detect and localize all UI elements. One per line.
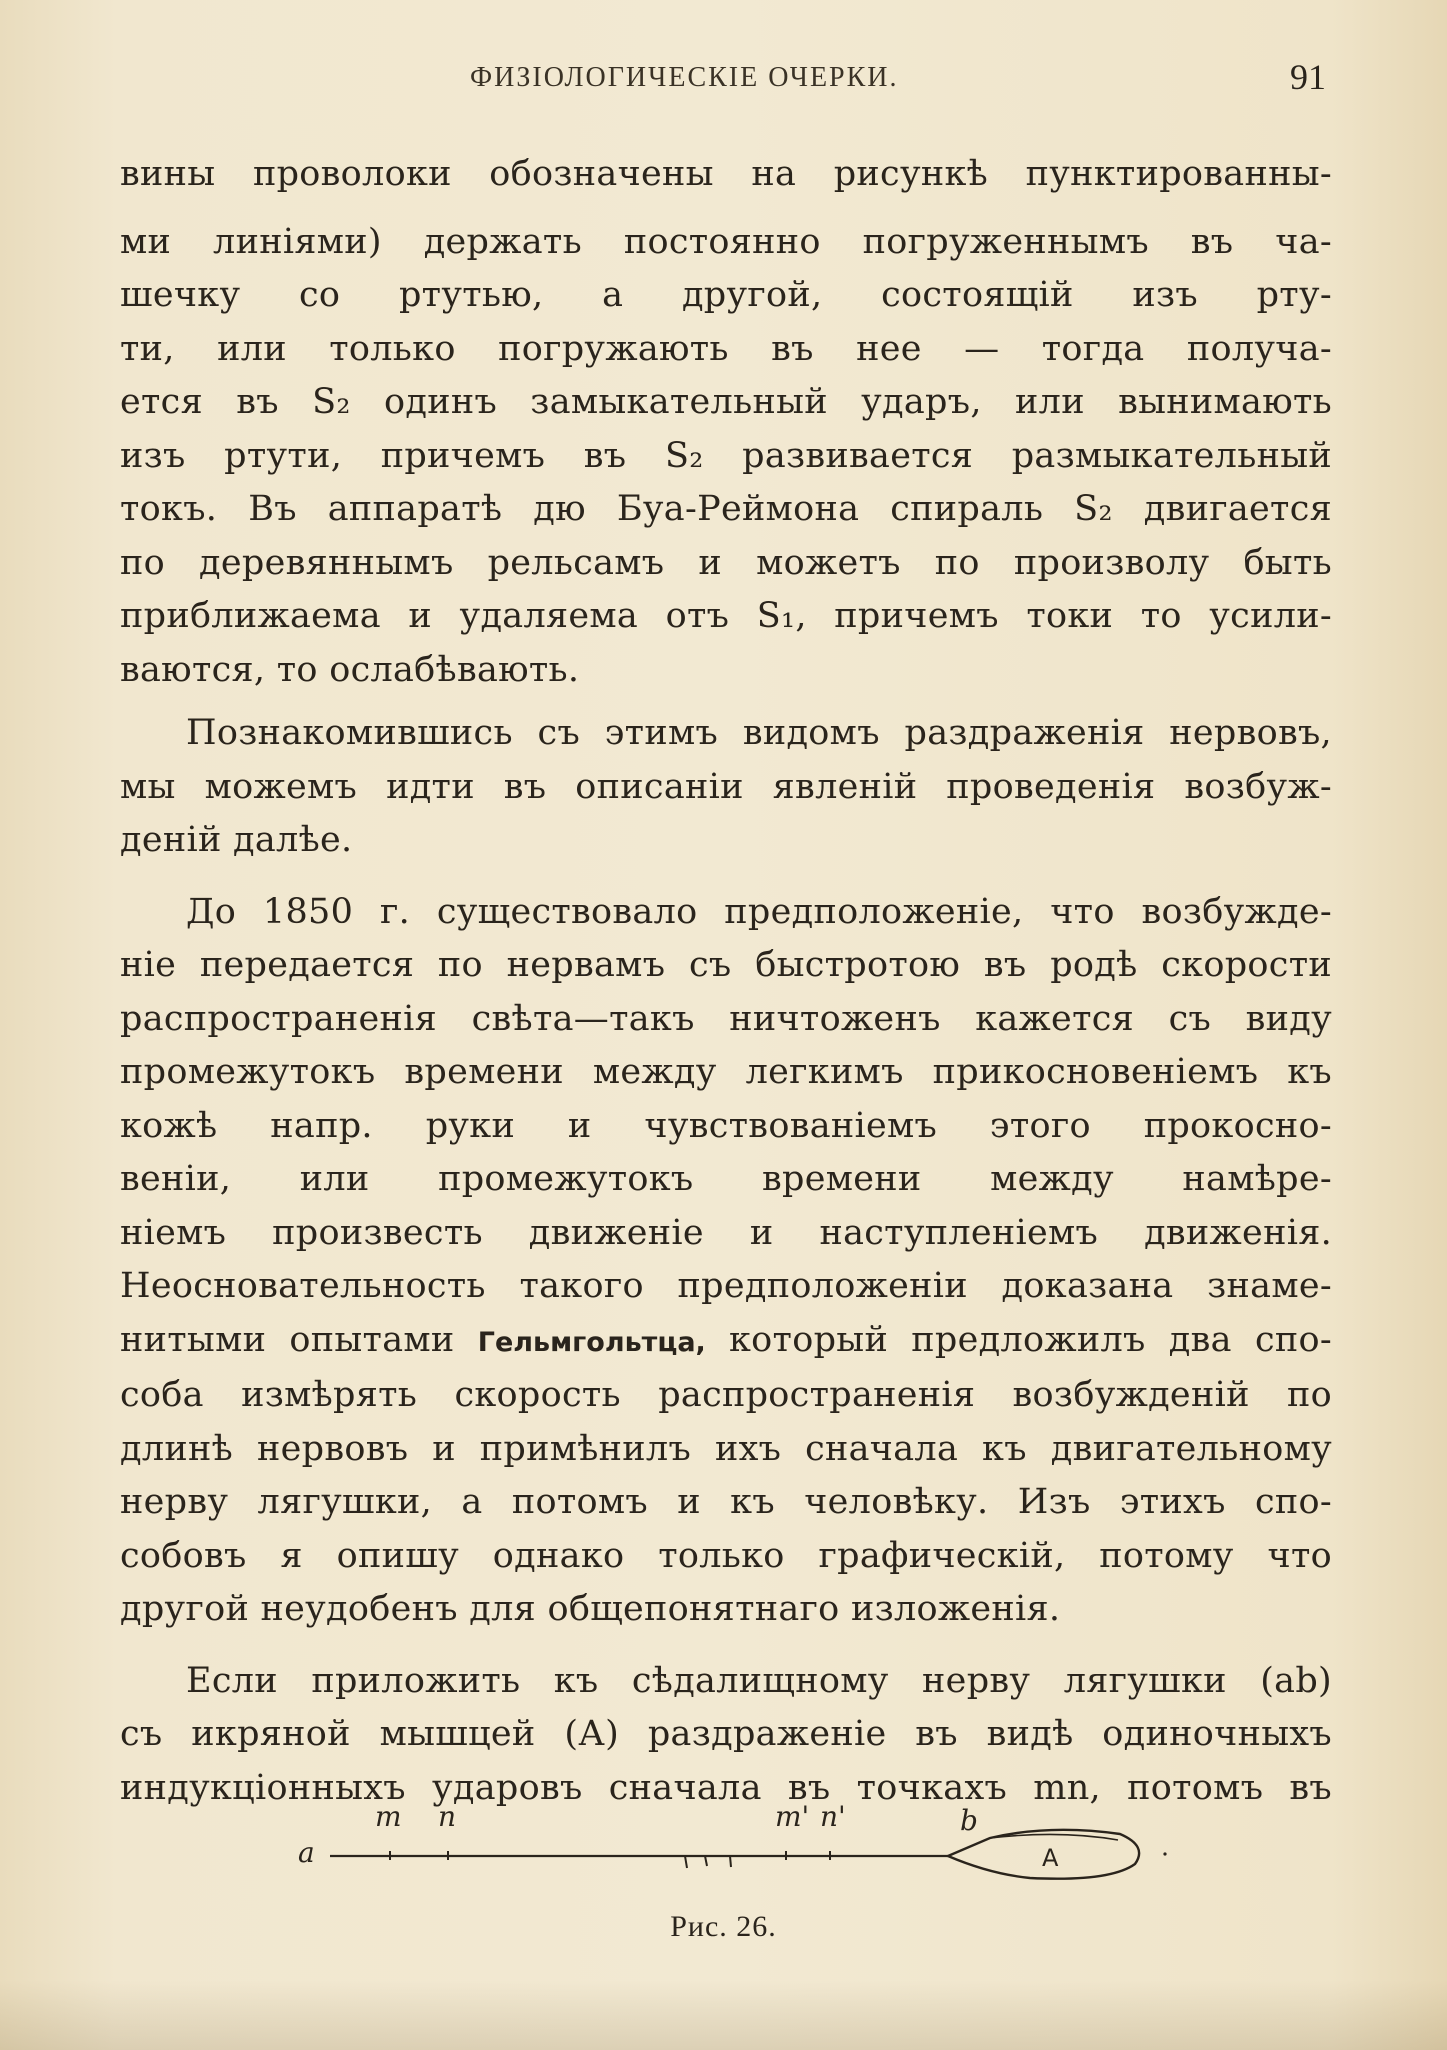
figure-label-m-prime: m'	[775, 1800, 810, 1833]
nerve-tick	[685, 1856, 687, 1868]
text-line: мы можемъ идти въ описаніи явленій проведенія возбуж-	[120, 766, 1332, 807]
figure-label-n: n	[438, 1800, 457, 1833]
text-line: распространенія свѣта—такъ ничтоженъ кажется съ виду	[120, 998, 1332, 1039]
text-line: ваются, то ослабѣвають.	[120, 649, 580, 690]
text-line: изъ ртути, причемъ въ S₂ развивается размыкательный	[120, 435, 1332, 476]
text-line: Неосновательность такого предположеніи доказана знаме-	[120, 1266, 1332, 1306]
page-shadow-edge	[0, 1980, 1447, 2050]
figure-label-a: a	[298, 1836, 315, 1869]
figure-label-A: A	[1042, 1844, 1059, 1872]
text-line: ніе передается по нервамъ съ быстротою въ родѣ скорости	[120, 945, 1332, 985]
text-line: шечку со ртутью, а другой, состоящій изъ рту-	[120, 275, 1332, 315]
paragraph-3	[120, 886, 1332, 1637]
text-line: кожѣ напр. руки и чувствованіемъ этого прокосно-	[120, 1105, 1332, 1146]
text-line: ми линіями) держать постоянно погруженнымъ въ ча-	[120, 221, 1332, 262]
paragraph-4	[120, 1655, 1332, 1816]
body-text	[120, 148, 1332, 1815]
paragraph-1	[120, 148, 1332, 697]
text-span: нитыми опытами	[120, 1319, 455, 1360]
text-line: индукціонныхъ ударовъ сначала въ точкахъ mn, потомъ въ	[120, 1767, 1332, 1808]
text-line: деній далѣе.	[120, 820, 353, 860]
text-line-with-name	[120, 1314, 1332, 1370]
text-line: нерву лягушки, а потомъ и къ человѣку. Изъ этихъ спо-	[120, 1482, 1332, 1522]
emphasized-name: Гельмгольтца,	[477, 1326, 706, 1358]
text-line: токъ. Въ аппаратѣ дю Буа-Реймона спираль S₂ двигается	[120, 489, 1332, 529]
text-line: длинѣ нервовъ и примѣнилъ ихъ сначала къ двигательному	[120, 1428, 1332, 1469]
text-line: До 1850 г. существовало предположеніе, что возбужде-	[186, 891, 1332, 932]
text-span: который предложилъ два спо-	[729, 1319, 1332, 1360]
figure-label-b: b	[960, 1804, 978, 1837]
text-line: собовъ я опишу однако только графическій, потому что	[120, 1535, 1332, 1576]
figure-label-m: m	[375, 1800, 402, 1833]
text-line: приближаема и удаляема отъ S₁, причемъ токи то усили-	[120, 596, 1332, 636]
text-line: ніемъ произвесть движеніе и наступленіемъ движенія.	[120, 1212, 1332, 1253]
stray-dot	[1163, 1852, 1166, 1855]
paragraph-2	[120, 707, 1332, 868]
text-line: промежутокъ времени между легкимъ прикосновеніемъ къ	[120, 1052, 1332, 1092]
text-line: ется въ S₂ одинъ замыкательный ударъ, или вынимають	[120, 382, 1332, 422]
text-line: соба измѣрять скорость распространенія возбужденій по	[120, 1375, 1332, 1415]
text-line: вины проволоки обозначены на рисункѣ пунктированны-	[120, 154, 1332, 194]
running-header: ФИЗІОЛОГИЧЕСКІЕ ОЧЕРКИ.	[470, 62, 899, 93]
figure-caption: Рис. 26.	[670, 1910, 777, 1943]
text-line: веніи, или промежутокъ времени между намѣре-	[120, 1159, 1332, 1199]
text-line: другой неудобенъ для общепонятнаго изложенія.	[120, 1589, 1061, 1629]
text-line: Если приложить къ сѣдалищному нерву лягушки (аb)	[186, 1660, 1332, 1701]
text-line: по деревяннымъ рельсамъ и можетъ по произволу быть	[120, 542, 1332, 583]
text-line: съ икряной мышцей (А) раздраженіе въ видѣ одиночныхъ	[120, 1714, 1332, 1754]
nerve-muscle-figure	[290, 1800, 1170, 1880]
nerve-tick	[730, 1856, 731, 1867]
text-line: Познакомившись съ этимъ видомъ раздраженія нервовъ,	[186, 713, 1332, 753]
page-number: 91	[1290, 57, 1326, 97]
figure-label-n-prime: n'	[820, 1800, 846, 1833]
nerve-tick	[705, 1856, 707, 1866]
text-line: ти, или только погружають въ нее — тогда получа-	[120, 328, 1332, 369]
